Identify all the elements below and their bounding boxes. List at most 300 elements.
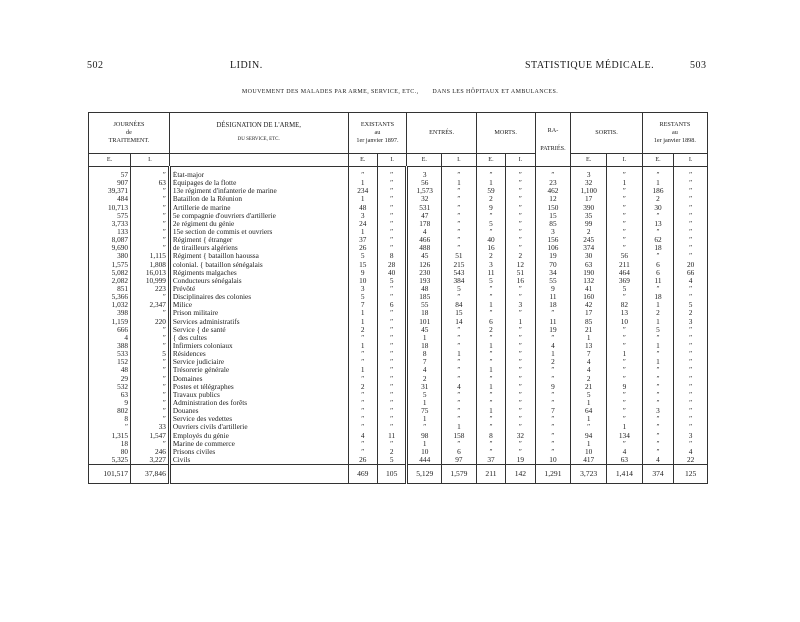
row-label: Prison militaire (169, 309, 348, 317)
cell-si: ″ (607, 293, 643, 301)
total-restants-e: 374 (642, 465, 674, 484)
cell-ei: ″ (377, 179, 406, 187)
cell-se: 30 (571, 252, 607, 260)
table-row (89, 448, 708, 456)
table-row (89, 399, 708, 407)
cell-si: 5 (607, 285, 643, 293)
cell-ni: ″ (442, 440, 477, 448)
row-label: Service judiciaire (169, 358, 348, 366)
row-label: Domaines (169, 375, 348, 383)
cell-se: 63 (571, 261, 607, 269)
cell-ji: ″ (131, 171, 170, 179)
cell-ee: 2 (348, 383, 377, 391)
cell-ri: ″ (674, 375, 708, 383)
cell-rp: 12 (535, 195, 571, 203)
cell-rp: 34 (535, 269, 571, 277)
cell-ni: 215 (442, 261, 477, 269)
cell-re: ″ (642, 383, 674, 391)
cell-ee: 10 (348, 277, 377, 285)
cell-je: 851 (117, 284, 129, 294)
table-row (89, 391, 708, 399)
cell-ei: ″ (377, 350, 406, 358)
cell-ne: 45 (407, 252, 442, 260)
cell-mi: ″ (506, 440, 535, 448)
table-row (89, 383, 708, 391)
sub-restants-i: I. (674, 154, 708, 167)
cell-se: 17 (571, 309, 607, 317)
cell-rp: 150 (535, 204, 571, 212)
cell-ri: ″ (674, 220, 708, 228)
cell-mi: ″ (506, 407, 535, 415)
cell-se: 17 (571, 195, 607, 203)
cell-si: ″ (607, 195, 643, 203)
cell-mi: ″ (506, 244, 535, 252)
cell-ji: 1,808 (131, 261, 170, 269)
cell-rp: 462 (535, 187, 571, 195)
table-row (89, 195, 708, 203)
cell-ee: ″ (348, 171, 377, 179)
cell-ni: ″ (442, 375, 477, 383)
cell-ei: ″ (377, 383, 406, 391)
header-sortis: SORTIS. (571, 113, 642, 154)
cell-ee: ″ (348, 448, 377, 456)
cell-re: ″ (642, 448, 674, 456)
row-label: Service des vedettes (169, 415, 348, 423)
cell-ei: ″ (377, 236, 406, 244)
cell-ni: 14 (442, 318, 477, 326)
cell-ni: ″ (442, 399, 477, 407)
cell-ei: ″ (377, 285, 406, 293)
cell-ni: ″ (442, 326, 477, 334)
cell-mi: ″ (506, 399, 535, 407)
table-row (89, 415, 708, 423)
row-label: Prisons civiles (169, 448, 348, 456)
cell-ee: 15 (348, 261, 377, 269)
cell-si: ″ (607, 391, 643, 399)
cell-si: 134 (607, 432, 643, 440)
row-label: Prévôté (169, 285, 348, 293)
cell-mi: ″ (506, 285, 535, 293)
cell-ji: 16,013 (131, 269, 170, 277)
cell-ne: 5 (407, 391, 442, 399)
cell-je: 10,713 (107, 203, 129, 212)
cell-me: 1 (476, 366, 505, 374)
cell-ji: ″ (131, 334, 170, 342)
row-label: Marine de commerce (169, 440, 348, 448)
cell-rp: ″ (535, 171, 571, 179)
cell-ee: 1 (348, 309, 377, 317)
cell-si: ″ (607, 244, 643, 252)
cell-ne: 101 (407, 318, 442, 326)
header-entres: ENTRÉS. (407, 113, 476, 154)
cell-je: 532 (117, 382, 129, 391)
cell-mi: ″ (506, 236, 535, 244)
cell-ji: ″ (131, 407, 170, 415)
cell-ji: ″ (131, 187, 170, 195)
row-label: Trésorerie générale (169, 366, 348, 374)
cell-ni: ″ (442, 366, 477, 374)
cell-ni: ″ (442, 204, 477, 212)
cell-ri: ″ (674, 212, 708, 220)
cell-ei: ″ (377, 440, 406, 448)
cell-si: 82 (607, 301, 643, 309)
row-label: Travaux publics (169, 391, 348, 399)
cell-ei: ″ (377, 195, 406, 203)
cell-ee: 48 (348, 204, 377, 212)
cell-mi: ″ (506, 391, 535, 399)
cell-se: 32 (571, 179, 607, 187)
cell-me: ″ (476, 228, 505, 236)
cell-ni: ″ (442, 391, 477, 399)
cell-rp: ″ (535, 448, 571, 456)
cell-ne: 18 (407, 342, 442, 350)
cell-ei: ″ (377, 318, 406, 326)
cell-re: 2 (642, 309, 674, 317)
cell-me: ″ (476, 334, 505, 342)
cell-ne: 1 (407, 415, 442, 423)
total-entres-e: 5,129 (407, 465, 442, 484)
cell-ne: 8 (407, 350, 442, 358)
cell-mi: ″ (506, 334, 535, 342)
cell-ji: ″ (131, 204, 170, 212)
total-existants-i: 105 (377, 465, 406, 484)
cell-ne: 98 (407, 432, 442, 440)
cell-je: 80 (120, 447, 129, 456)
header-subrow (89, 154, 708, 167)
total-rapatries: 1,291 (535, 465, 571, 484)
cell-si: ″ (607, 326, 643, 334)
cell-mi: 16 (506, 277, 535, 285)
cell-si: 63 (607, 456, 643, 465)
cell-me: 37 (476, 456, 505, 465)
cell-se: 35 (571, 212, 607, 220)
cell-rp: 1 (535, 350, 571, 358)
cell-ri: 66 (674, 269, 708, 277)
cell-je: 4 (124, 333, 129, 342)
cell-mi: ″ (506, 326, 535, 334)
cell-ei: 5 (377, 277, 406, 285)
cell-se: 21 (571, 383, 607, 391)
cell-ei: 2 (377, 448, 406, 456)
row-label: Civils (169, 456, 348, 465)
table-row (89, 456, 708, 465)
table-row (89, 244, 708, 252)
cell-se: 4 (571, 358, 607, 366)
cell-re: ″ (642, 350, 674, 358)
table-row (89, 285, 708, 293)
cell-mi: ″ (506, 350, 535, 358)
sub-existants-e: E. (348, 154, 377, 167)
cell-ni: 84 (442, 301, 477, 309)
sub-morts-e: E. (476, 154, 505, 167)
cell-je: ″ (124, 423, 129, 432)
cell-ji: ″ (131, 383, 170, 391)
cell-ne: 178 (407, 220, 442, 228)
cell-ni: 5 (442, 285, 477, 293)
cell-ei: 6 (377, 301, 406, 309)
cell-rp: ″ (535, 334, 571, 342)
cell-re: 1 (642, 318, 674, 326)
cell-ri: ″ (674, 366, 708, 374)
table-row (89, 432, 708, 440)
cell-ei: ″ (377, 187, 406, 195)
cell-ji: ″ (131, 236, 170, 244)
cell-ri: 22 (674, 456, 708, 465)
table-row (89, 179, 708, 187)
row-label: Artillerie de marine (169, 204, 348, 212)
cell-re: 1 (642, 342, 674, 350)
cell-si: ″ (607, 366, 643, 374)
cell-ee: ″ (348, 423, 377, 431)
cell-ee: 24 (348, 220, 377, 228)
cell-rp: 156 (535, 236, 571, 244)
cell-je: 5,366 (111, 293, 129, 302)
cell-ei: ″ (377, 212, 406, 220)
cell-ji: ″ (131, 309, 170, 317)
cell-je: 666 (117, 325, 129, 334)
cell-ne: 3 (407, 171, 442, 179)
cell-ji: ″ (131, 326, 170, 334)
cell-ri: 3 (674, 432, 708, 440)
cell-ni: 384 (442, 277, 477, 285)
header-rapatries: RA- PATRIÉS. (535, 113, 571, 167)
cell-ei: ″ (377, 293, 406, 301)
cell-je: 533 (117, 350, 129, 359)
cell-si: 13 (607, 309, 643, 317)
cell-mi: ″ (506, 383, 535, 391)
cell-je: 39,371 (107, 187, 129, 196)
cell-si: 1 (607, 423, 643, 431)
cell-si: ″ (607, 236, 643, 244)
cell-je: 802 (117, 407, 129, 416)
table-row (89, 252, 708, 260)
cell-ee: 26 (348, 244, 377, 252)
cell-si: ″ (607, 415, 643, 423)
cell-rp: 7 (535, 407, 571, 415)
row-label: 15e section de commis et ouvriers (169, 228, 348, 236)
cell-mi: ″ (506, 171, 535, 179)
cell-mi: ″ (506, 212, 535, 220)
table-row (89, 301, 708, 309)
cell-si: ″ (607, 187, 643, 195)
cell-ji: ″ (131, 358, 170, 366)
cell-ne: 75 (407, 407, 442, 415)
cell-ri: ″ (674, 342, 708, 350)
cell-ji: 5 (131, 350, 170, 358)
cell-ri: 4 (674, 448, 708, 456)
cell-ne: 10 (407, 448, 442, 456)
cell-ri: ″ (674, 407, 708, 415)
cell-me: ″ (476, 391, 505, 399)
row-label: colonial. { bataillon sénégalais (169, 261, 348, 269)
cell-se: 41 (571, 285, 607, 293)
row-label: Postes et télégraphes (169, 383, 348, 391)
total-morts-i: 142 (506, 465, 535, 484)
table-row (89, 236, 708, 244)
cell-ji: 3,227 (131, 456, 170, 465)
table-body (89, 167, 708, 465)
cell-mi: ″ (506, 179, 535, 187)
cell-re: ″ (642, 171, 674, 179)
cell-me: 59 (476, 187, 505, 195)
right-page-number: 503 (690, 60, 707, 71)
cell-mi: ″ (506, 187, 535, 195)
cell-me: 8 (476, 432, 505, 440)
cell-me: ″ (476, 293, 505, 301)
cell-ji: 2,347 (131, 301, 170, 309)
table-row (89, 220, 708, 228)
cell-se: 1 (571, 399, 607, 407)
cell-rp: 2 (535, 358, 571, 366)
cell-si: ″ (607, 375, 643, 383)
cell-re: 18 (642, 293, 674, 301)
cell-ne: 1,573 (407, 187, 442, 195)
cell-ji: ″ (131, 399, 170, 407)
cell-re: 186 (642, 187, 674, 195)
total-sortis-e: 3,723 (571, 465, 607, 484)
cell-se: 160 (571, 293, 607, 301)
cell-me: 40 (476, 236, 505, 244)
cell-me: 5 (476, 220, 505, 228)
cell-je: 575 (117, 211, 129, 220)
cell-je: 9,690 (111, 244, 129, 253)
cell-je: 29 (120, 374, 129, 383)
sub-sortis-i: I. (607, 154, 643, 167)
cell-rp: 11 (535, 293, 571, 301)
cell-re: ″ (642, 399, 674, 407)
cell-ji: 10,999 (131, 277, 170, 285)
table-row (89, 366, 708, 374)
cell-se: 21 (571, 326, 607, 334)
cell-je: 152 (117, 358, 129, 367)
cell-ni: ″ (442, 195, 477, 203)
medical-statistics-table (88, 112, 708, 484)
cell-se: 132 (571, 277, 607, 285)
totals-row (89, 465, 708, 484)
cell-je: 907 (117, 179, 129, 188)
cell-re: 18 (642, 244, 674, 252)
cell-rp: 11 (535, 318, 571, 326)
cell-ji: 246 (131, 448, 170, 456)
cell-ri: ″ (674, 391, 708, 399)
cell-se: 4 (571, 366, 607, 374)
cell-re: ″ (642, 391, 674, 399)
cell-ji: ″ (131, 244, 170, 252)
cell-ri: 20 (674, 261, 708, 269)
row-label: Régiment { étranger (169, 236, 348, 244)
cell-ne: 48 (407, 285, 442, 293)
table-row (89, 228, 708, 236)
cell-ei: ″ (377, 334, 406, 342)
header-journees: JOURNÉES de TRAITEMENT. (108, 121, 150, 144)
cell-rp: 85 (535, 220, 571, 228)
cell-ee: ″ (348, 375, 377, 383)
cell-rp: ″ (535, 440, 571, 448)
cell-ne: 31 (407, 383, 442, 391)
cell-je: 1,032 (111, 301, 129, 310)
row-label: 5e compagnie d'ouvriers d'artillerie (169, 212, 348, 220)
cell-je: 1,575 (111, 260, 129, 269)
cell-re: 3 (642, 407, 674, 415)
cell-rp: 9 (535, 285, 571, 293)
cell-me: 6 (476, 318, 505, 326)
cell-ni: 4 (442, 383, 477, 391)
cell-ji: ″ (131, 366, 170, 374)
cell-me: 1 (476, 407, 505, 415)
cell-se: 3 (571, 171, 607, 179)
cell-si: ″ (607, 212, 643, 220)
sub-journees-i: I. (131, 154, 170, 167)
cell-si: ″ (607, 171, 643, 179)
cell-ei: ″ (377, 415, 406, 423)
cell-je: 8 (124, 415, 129, 424)
cell-ei: ″ (377, 220, 406, 228)
cell-mi: ″ (506, 448, 535, 456)
cell-ni: 1 (442, 179, 477, 187)
cell-re: ″ (642, 334, 674, 342)
cell-je: 3,733 (111, 219, 129, 228)
table-row (89, 375, 708, 383)
total-morts-e: 211 (476, 465, 505, 484)
row-label: 2e régiment du génie (169, 220, 348, 228)
cell-ee: 7 (348, 301, 377, 309)
total-journees-e: 101,517 (89, 465, 131, 484)
cell-ne: ″ (407, 423, 442, 431)
cell-ei: 28 (377, 261, 406, 269)
cell-ri: ″ (674, 383, 708, 391)
cell-rp: ″ (535, 423, 571, 431)
cell-ne: 126 (407, 261, 442, 269)
cell-ne: 230 (407, 269, 442, 277)
table-row (89, 318, 708, 326)
cell-ne: 18 (407, 309, 442, 317)
cell-ni: ″ (442, 358, 477, 366)
cell-se: 2 (571, 375, 607, 383)
table-row (89, 261, 708, 269)
cell-mi: 32 (506, 432, 535, 440)
cell-ee: ″ (348, 440, 377, 448)
table-row (89, 212, 708, 220)
cell-ni: ″ (442, 220, 477, 228)
cell-ri: 5 (674, 301, 708, 309)
sub-entres-e: E. (407, 154, 442, 167)
cell-ee: ″ (348, 334, 377, 342)
row-label: de tirailleurs algériens (169, 244, 348, 252)
cell-ee: 1 (348, 342, 377, 350)
cell-re: ″ (642, 375, 674, 383)
row-label: 13e régiment d'infanterie de marine (169, 187, 348, 195)
cell-ei: ″ (377, 326, 406, 334)
cell-se: 374 (571, 244, 607, 252)
cell-si: ″ (607, 358, 643, 366)
cell-ei: 5 (377, 456, 406, 465)
cell-ri: ″ (674, 440, 708, 448)
sub-designation-blank (169, 154, 348, 167)
subtitle-left: MOUVEMENT DES MALADES PAR ARME, SERVICE, ETC., (241, 89, 419, 95)
cell-ne: 56 (407, 179, 442, 187)
cell-rp: 106 (535, 244, 571, 252)
cell-ee: ″ (348, 391, 377, 399)
cell-rp: 3 (535, 228, 571, 236)
cell-re: ″ (642, 432, 674, 440)
cell-je: 9 (124, 398, 129, 407)
cell-ne: 444 (407, 456, 442, 465)
cell-rp: 18 (535, 301, 571, 309)
cell-ri: ″ (674, 204, 708, 212)
cell-rp: 10 (535, 456, 571, 465)
cell-re: ″ (642, 366, 674, 374)
cell-ri: ″ (674, 252, 708, 260)
